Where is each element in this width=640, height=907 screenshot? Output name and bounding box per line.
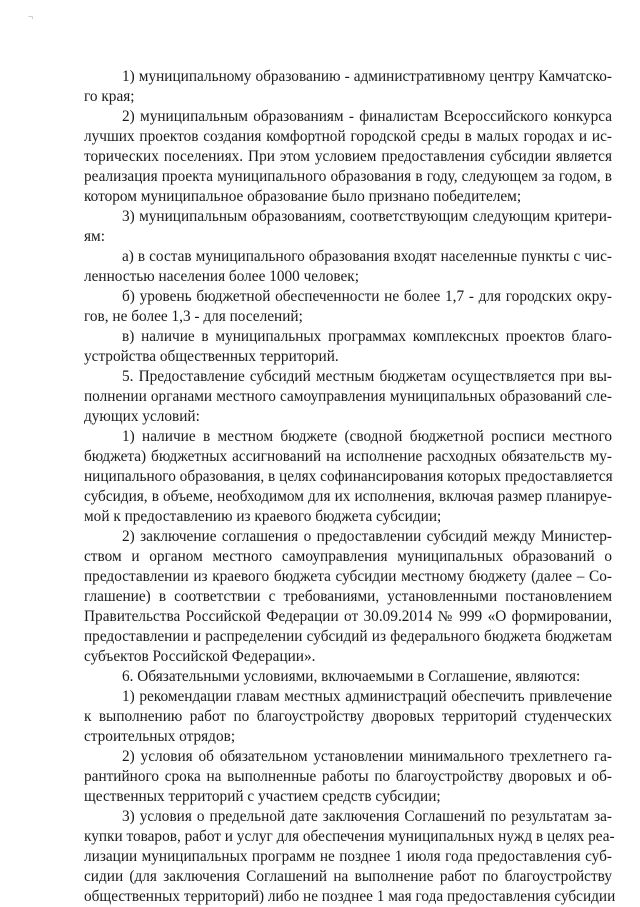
text-line: общественных территорий) либо не позднее 1 мая года предоставления субсидии <box>84 888 616 905</box>
text-line: 6. Обязательными условиями, включаемыми в Соглашение, являются: <box>122 668 581 685</box>
text-line: торических поселениях. При этом условием предоставления субсидии является <box>84 148 612 165</box>
text-line: реализация проекта муниципального образования в году, следующем за годом, в <box>84 168 612 185</box>
text-line: ниципального образования, в целях софинансирования которых предоставляется <box>84 468 613 485</box>
text-line: 2) муниципальным образованиям - финалистам Всероссийского конкурса <box>122 108 612 125</box>
text-line: субъектов Российской Федерации». <box>84 648 316 665</box>
text-line: глашение) в соответствии с требованиями, установленными постановлением <box>84 588 612 605</box>
text-line: сидии (для заключения Соглашений на выполнение работ по благоустройству <box>84 868 612 885</box>
text-line: лизации муниципальных программ не позднее 1 июля года предоставления суб- <box>84 848 612 865</box>
text-line: устройства общественных территорий. <box>84 348 339 365</box>
text-line: го края; <box>84 88 135 105</box>
text-line: к выполнению работ по благоустройству дворовых территорий студенческих <box>84 708 612 725</box>
text-line: мой к предоставлению из краевого бюджета субсидии; <box>84 508 442 525</box>
text-line: 2) заключение соглашения о предоставлении субсидий между Министер- <box>122 528 612 545</box>
text-line: дующих условий: <box>84 408 200 425</box>
text-line: 1) муниципальному образованию - административному центру Камчатско- <box>122 68 612 85</box>
text-line: ством и органом местного самоуправления муниципальных образований о <box>84 548 612 565</box>
text-line: 2) условия об обязательном установлении минимального трехлетнего га- <box>122 748 612 765</box>
text-line: 5. Предоставление субсидий местным бюджетам осуществляется при вы- <box>122 368 612 385</box>
text-line: 3) условия о предельной дате заключения Соглашений по результатам за- <box>122 808 612 825</box>
text-line: ям: <box>84 228 105 245</box>
text-line: субсидия, в объеме, необходимом для их исполнения, включая размер планируе- <box>84 488 612 505</box>
text-line: гов, не более 1,3 - для поселений; <box>84 308 303 325</box>
text-line: строительных отрядов; <box>84 728 236 745</box>
scan-mark: ¬ <box>28 12 34 22</box>
text-line: 3) муниципальным образованиям, соответствующим следующим критери- <box>122 208 612 225</box>
text-line: 1) рекомендации главам местных администраций обеспечить привлечение <box>122 688 612 705</box>
text-line: ленностью населения более 1000 человек; <box>84 268 359 285</box>
text-line: щественных территорий с участием средств субсидии; <box>84 788 441 805</box>
text-line: а) в состав муниципального образования входят населенные пункты с чис- <box>122 248 612 265</box>
text-line: предоставлении из краевого бюджета субсидии местному бюджету (далее – Со- <box>84 568 612 585</box>
text-line: предоставлении и распределении субсидий из федерального бюджета бюджетам <box>84 628 612 645</box>
text-line: Правительства Российской Федерации от 30.09.2014 № 999 «О формировании, <box>84 608 612 625</box>
text-line: полнении органами местного самоуправления муниципальных образований сле- <box>84 388 612 405</box>
text-line: рантийного срока на выполненные работы по благоустройству дворовых и об- <box>84 768 612 785</box>
text-line: лучших проектов создания комфортной городской среды в малых городах и ис- <box>84 128 612 145</box>
text-line: 1) наличие в местном бюджете (сводной бюджетной росписи местного <box>122 428 612 445</box>
text-line: б) уровень бюджетной обеспеченности не более 1,7 - для городских окру- <box>122 288 612 305</box>
text-line: котором муниципальное образование было признано победителем; <box>84 188 522 205</box>
text-line: в) наличие в муниципальных программах комплексных проектов благо- <box>122 328 612 345</box>
text-line: купки товаров, работ и услуг для обеспечения муниципальных нужд в целях реа- <box>84 828 615 845</box>
text-line: бюджета) бюджетных ассигнований на исполнение расходных обязательств му- <box>84 448 612 465</box>
